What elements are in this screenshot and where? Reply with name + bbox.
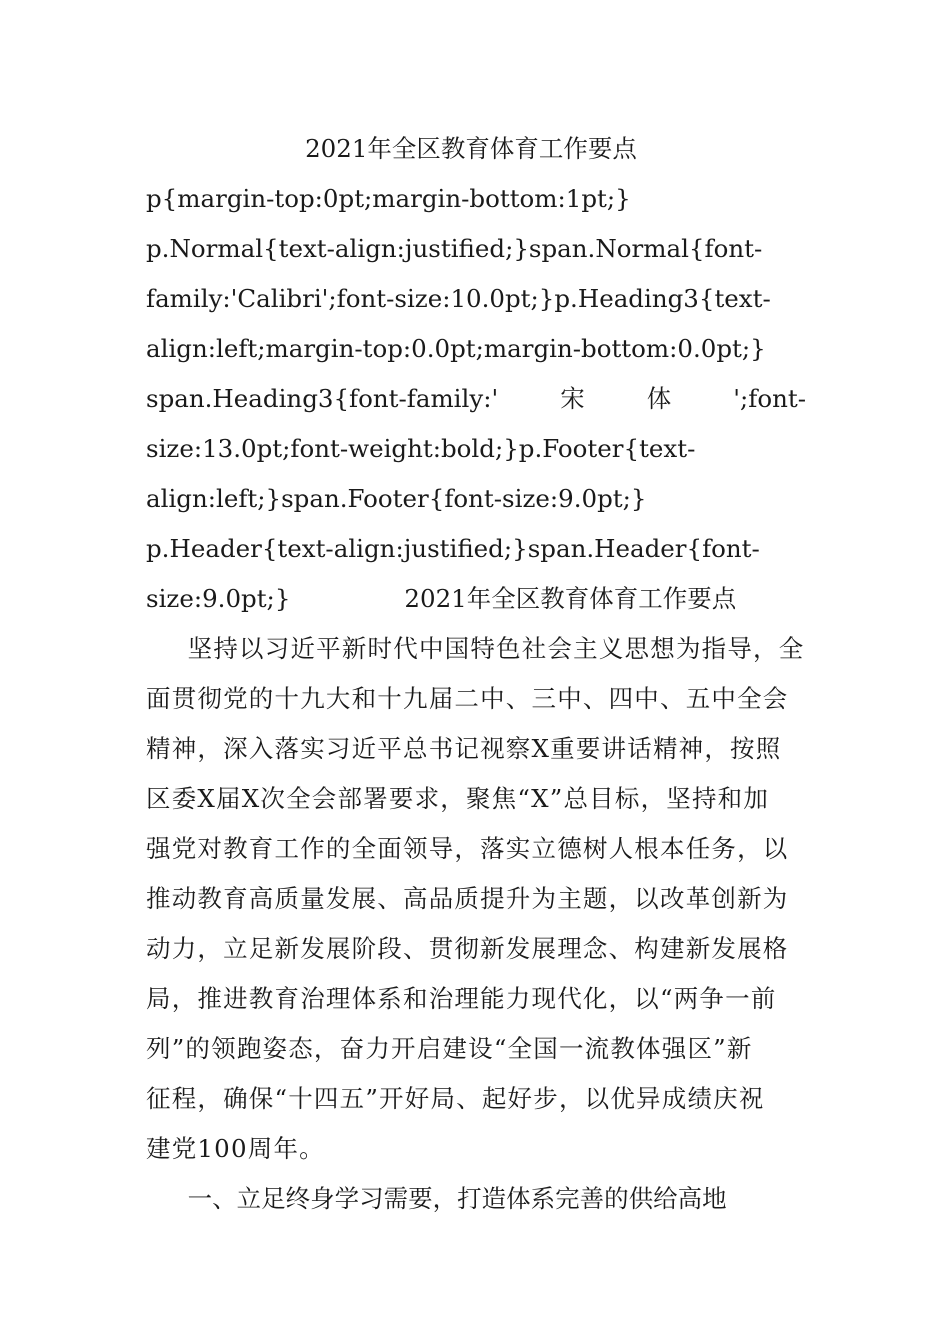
section-heading: 一、立足终身学习需要，打造体系完善的供给高地 [187, 1184, 727, 1213]
css-text-line: p{margin-top:0pt;margin-bottom:1pt;} [146, 184, 631, 213]
paragraph-line: 坚持以习近平新时代中国特色社会主义思想为指导，全 [187, 634, 805, 663]
css-text-line: p.Normal{text-align:justified;}span.Normal{font- [146, 234, 763, 263]
css-text-line: align:left;margin-top:0.0pt;margin-bottom:0.0pt;} [146, 334, 766, 363]
css-text-line-with-title [146, 574, 806, 624]
document-title: 2021年全区教育体育工作要点 [305, 134, 637, 163]
css-fragment: size:9.0pt;} [146, 584, 291, 613]
css-text-line: align:left;}span.Footer{font-size:9.0pt;} [146, 484, 647, 513]
paragraph-line: 区委X届X次全会部署要求，聚焦“X”总目标，坚持和加 [146, 784, 770, 813]
paragraph-line: 局，推进教育治理体系和治理能力现代化，以“两争一前 [146, 984, 777, 1013]
css-fragment: span.Heading3{font-family:' [146, 384, 499, 413]
css-text-line: family:'Calibri';font-size:10.0pt;}p.Heading3{text- [146, 284, 771, 313]
paragraph-line: 征程，确保“十四五”开好局、起好步，以优异成绩庆祝 [146, 1084, 765, 1113]
css-text-line: p.Header{text-align:justified;}span.Header{font- [146, 534, 760, 563]
paragraph-line: 动力，立足新发展阶段、贯彻新发展理念、构建新发展格 [146, 934, 789, 963]
paragraph-line: 推动教育高质量发展、高品质提升为主题，以改革创新为 [146, 884, 789, 913]
paragraph-line: 建党100周年。 [146, 1134, 325, 1163]
paragraph-line: 强党对教育工作的全面领导，落实立德树人根本任务，以 [146, 834, 789, 863]
paragraph-line: 列”的领跑姿态，奋力开启建设“全国一流教体强区”新 [146, 1034, 753, 1063]
css-text-line-spread [146, 374, 806, 424]
css-fragment: 体 [646, 384, 672, 413]
paragraph-line: 精神，深入落实习近平总书记视察X重要讲话精神，按照 [146, 734, 782, 763]
css-fragment: ';font- [733, 384, 806, 413]
document-page [146, 124, 806, 1224]
paragraph-line: 面贯彻党的十九大和十九届二中、三中、四中、五中全会 [146, 684, 789, 713]
intro-paragraph [146, 624, 806, 1174]
css-text-line: size:13.0pt;font-weight:bold;}p.Footer{text- [146, 434, 696, 463]
css-fragment: 宋 [560, 384, 585, 413]
inline-title: 2021年全区教育体育工作要点 [404, 584, 737, 613]
